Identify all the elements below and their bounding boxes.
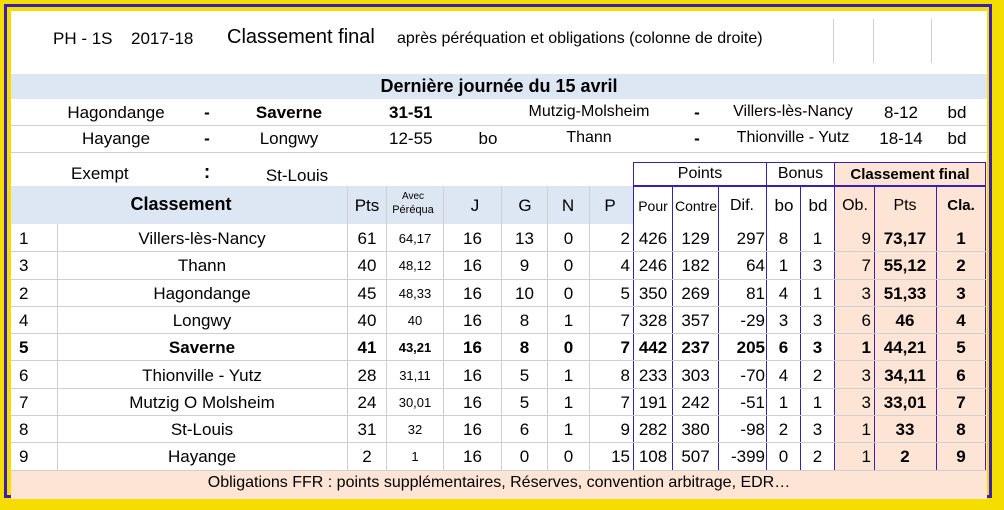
cell-bd: 2 [812,365,823,385]
cell-n: 1 [563,310,574,330]
match-away-team: Longwy [259,129,319,148]
col-g: G [518,196,532,215]
match-bonus: bd [947,129,967,148]
match-home-team: Mutzig-Molsheim [528,103,650,120]
cell-pour: 233 [638,365,668,385]
page-subtitle: après péréquation et obligations (colonne de droite) [397,30,763,47]
cell-j: 16 [463,229,482,248]
match-bonus: bd [947,103,967,122]
cell-cla: 7 [956,392,966,412]
table-row [11,307,987,334]
cell-pts: 40 [357,256,377,276]
cell-team: St-Louis [170,420,234,440]
cell-bo: 4 [778,283,789,303]
cell-pts: 40 [357,310,377,330]
table-row [11,416,987,443]
cell-bd: 3 [812,256,823,276]
cell-final-pts: 55,12 [883,256,927,276]
cell-pts: 28 [357,365,377,385]
header-code: PH - 1S [53,29,113,48]
exempt-team: St-Louis [265,166,329,185]
cell-final-pts: 73,17 [883,229,927,248]
cell-g: 6 [519,420,530,440]
col-pts: Pts [354,196,380,215]
col-avec-2: Péréqua [392,204,434,216]
cell-rank: 7 [19,392,29,412]
bonus-group-header [766,162,835,186]
cell-avec: 30,01 [398,394,432,410]
cell-cla: 9 [956,447,966,467]
match-separator: - [694,103,700,122]
cell-dif: -98 [740,420,765,440]
cell-dif: 64 [746,256,765,276]
exempt-separator: : [203,162,211,183]
col-bo: bo [774,196,794,215]
cell-avec: 48,12 [398,258,432,274]
table-row [11,225,987,252]
col-cla: Cla. [947,197,975,214]
cell-bd: 1 [812,229,823,248]
cell-j: 16 [463,256,482,276]
cell-g: 8 [519,310,530,330]
cell-ob: 6 [861,310,871,330]
cell-j: 16 [463,310,482,330]
cell-bd: 1 [812,392,823,412]
cell-final-pts: 51,33 [883,283,927,303]
cell-contre: 129 [681,229,710,248]
cell-pour: 350 [638,283,668,303]
match-separator: - [204,129,210,148]
cell-bo: 0 [778,447,789,467]
table-row [11,252,987,279]
cell-pour: 442 [638,338,668,358]
col-n: N [561,196,575,215]
match-separator: - [694,129,700,148]
cell-avec: 40 [407,312,423,328]
cell-cla: 4 [956,310,966,330]
footer-note: Obligations FFR : points supplémentaires, Réserves, convention arbitrage, EDR… [207,474,791,491]
grid-line [833,19,834,63]
cell-avec: 64,17 [398,231,432,246]
match-score: 8-12 [883,103,919,122]
col-p: P [604,196,616,215]
cell-avec: 48,33 [398,285,432,301]
bonus-group-label: Bonus [777,165,824,182]
cell-bd: 2 [812,447,823,467]
col-j: J [470,196,480,215]
grid-line [873,19,874,63]
spreadsheet [11,11,987,499]
col-contre: Contre [674,198,718,214]
cell-j: 16 [463,365,482,385]
cell-bo: 6 [778,338,789,358]
cell-pts: 45 [357,283,377,303]
match-score: 18-14 [879,129,923,148]
cell-pour: 282 [638,420,668,440]
grid-line [11,152,987,153]
cell-p: 7 [620,338,630,358]
cell-cla: 3 [956,283,966,303]
cell-team: Hagondange [153,283,251,303]
cell-bd: 3 [812,310,823,330]
cell-p: 5 [620,283,630,303]
cell-dif: 297 [736,229,765,248]
cell-contre: 237 [681,338,710,358]
cell-rank: 9 [19,447,29,467]
cell-g: 0 [519,447,530,467]
cell-pour: 246 [638,256,668,276]
cell-team: Thann [177,256,227,276]
cell-pts: 41 [357,338,377,358]
cell-rank: 8 [19,420,29,440]
cell-avec: 31,11 [399,367,431,383]
cell-final-pts: 2 [900,447,910,467]
cell-dif: -70 [740,365,765,385]
match-away-team: Saverne [255,103,323,122]
cell-bd: 3 [812,338,823,358]
table-row [11,334,987,361]
cell-contre: 269 [681,283,710,303]
cell-rank: 4 [19,310,29,330]
cell-dif: -51 [740,392,765,412]
cell-final-pts: 44,21 [883,338,927,358]
table-row [11,280,987,307]
cell-g: 5 [519,392,530,412]
cell-dif: -399 [730,447,765,467]
grid-line [11,125,987,126]
match-away-team: Thionville - Yutz [736,129,850,146]
points-group-label: Points [677,165,723,182]
cell-j: 16 [463,447,482,467]
grid-line [931,19,932,63]
col-avec-1: Avec [401,191,425,202]
cell-g: 8 [519,338,530,358]
cell-ob: 3 [861,283,871,303]
col-pour: Pour [638,198,668,214]
cell-team: Mutzig O Molsheim [129,392,275,412]
cell-final-pts: 34,11 [884,365,926,385]
cell-g: 13 [515,229,534,248]
cell-rank: 2 [19,283,29,303]
cell-bo: 1 [778,392,789,412]
cell-p: 7 [620,310,630,330]
cell-contre: 380 [681,420,710,440]
final-group-header [834,162,986,186]
cell-n: 0 [563,256,574,276]
exempt-label: Exempt [71,164,129,183]
cell-ob: 9 [861,229,871,248]
col-ob: Ob. [842,197,868,214]
cell-contre: 242 [681,392,710,412]
cell-rank: 3 [19,256,29,276]
cell-bd: 1 [812,283,823,303]
match-score: 31-51 [389,103,433,122]
cell-pour: 426 [638,229,668,248]
cell-cla: 6 [956,365,966,385]
points-group-header [633,162,767,186]
page-title: Classement final [227,26,375,48]
cell-j: 16 [463,392,482,412]
cell-contre: 507 [681,447,710,467]
cell-rank: 5 [19,338,29,358]
cell-ob: 1 [861,420,871,440]
cell-bd: 3 [812,420,823,440]
table-row [11,362,987,389]
cell-avec: 43,21 [398,340,432,356]
cell-final-pts: 46 [895,310,915,330]
match-home-team: Thann [566,129,612,146]
cell-pour: 108 [638,447,668,467]
cell-cla: 8 [956,420,966,440]
cell-n: 1 [563,365,574,385]
match-bonus: bo [478,129,498,148]
match-score: 12-55 [389,129,433,148]
cell-p: 8 [620,365,630,385]
cell-bo: 1 [778,256,789,276]
cell-pts: 24 [357,392,377,412]
match-home-team: Hayange [81,129,151,148]
match-separator: - [204,103,210,122]
col-final-pts: Pts [893,197,917,214]
cell-g: 10 [515,283,534,303]
col-classement: Classement [130,194,232,214]
cell-g: 5 [519,365,530,385]
cell-contre: 303 [681,365,710,385]
cell-cla: 1 [956,229,966,248]
cell-ob: 3 [861,392,871,412]
cell-team: Thionville - Yutz [142,365,262,385]
cell-n: 0 [563,283,574,303]
cell-n: 0 [563,229,574,248]
cell-final-pts: 33,01 [883,392,927,412]
cell-p: 4 [620,256,630,276]
cell-p: 7 [620,392,630,412]
cell-contre: 182 [681,256,710,276]
cell-bo: 3 [778,310,789,330]
cell-j: 16 [463,283,482,303]
cell-j: 16 [463,420,482,440]
cell-team: Saverne [168,338,236,358]
journee-title: Dernière journée du 15 avril [380,76,618,96]
cell-contre: 357 [681,310,710,330]
cell-rank: 1 [19,229,29,248]
cell-rank: 6 [19,365,29,385]
cell-p: 2 [620,229,630,248]
cell-n: 1 [563,392,574,412]
cell-bo: 8 [778,229,789,248]
cell-final-pts: 33 [895,420,915,440]
cell-team: Hayange [167,447,237,467]
cell-dif: 205 [736,338,765,358]
match-home-team: Hagondange [67,103,165,122]
cell-p: 9 [620,420,630,440]
final-group-label: Classement final [850,166,970,183]
cell-n: 0 [563,338,574,358]
header-season: 2017-18 [131,29,194,48]
col-dif: Dif. [730,197,754,214]
cell-cla: 2 [956,256,966,276]
table-row [11,389,987,416]
cell-bo: 2 [778,420,789,440]
cell-ob: 7 [861,256,871,276]
cell-pour: 191 [638,392,668,412]
col-bd: bd [808,196,828,215]
cell-p: 15 [611,447,630,467]
cell-team: Longwy [172,310,232,330]
cell-team: Villers-lès-Nancy [138,229,266,248]
cell-ob: 1 [861,447,871,467]
cell-ob: 1 [861,338,871,358]
cell-avec: 32 [407,422,423,438]
cell-ob: 3 [861,365,871,385]
cell-pts: 2 [362,447,372,467]
cell-pour: 328 [638,310,668,330]
cell-dif: 81 [746,283,765,303]
cell-avec: 1 [411,449,419,465]
cell-n: 0 [563,447,574,467]
cell-pts: 31 [357,420,377,440]
match-away-team: Villers-lès-Nancy [733,103,853,120]
cell-cla: 5 [956,338,966,358]
cell-bo: 4 [778,365,789,385]
cell-j: 16 [463,338,482,358]
cell-dif: -29 [740,310,765,330]
table-row [11,443,987,470]
cell-pts: 61 [357,229,377,248]
cell-n: 1 [563,420,574,440]
cell-g: 9 [519,256,530,276]
